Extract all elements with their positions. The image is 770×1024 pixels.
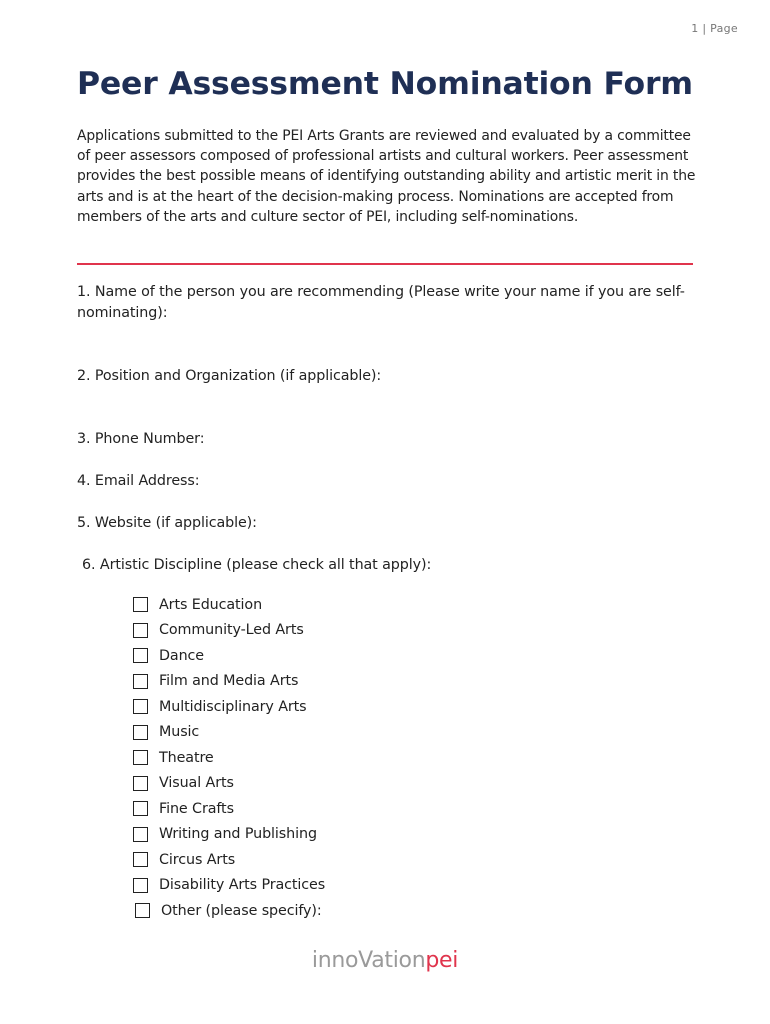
discipline-item-community-led-arts[interactable]	[133, 618, 325, 644]
discipline-item-music[interactable]	[133, 720, 325, 746]
discipline-item-circus-arts[interactable]	[133, 847, 325, 873]
checkbox-community-led-arts[interactable]	[133, 623, 148, 638]
question-phone-number: 3. Phone Number:	[77, 431, 205, 447]
page-title: Peer Assessment Nomination Form	[77, 66, 693, 102]
question-nominee-name: 1. Name of the person you are recommending (Please write your name if you are self-nominating):	[77, 284, 685, 321]
discipline-item-writing-publishing[interactable]	[133, 822, 325, 848]
checkbox-music[interactable]	[133, 725, 148, 740]
discipline-label: Film and Media Arts	[159, 673, 299, 690]
discipline-label: Visual Arts	[159, 775, 234, 792]
discipline-label: Writing and Publishing	[159, 826, 317, 843]
checkbox-disability-arts-practices[interactable]	[133, 878, 148, 893]
checkbox-visual-arts[interactable]	[133, 776, 148, 791]
discipline-label: Theatre	[159, 749, 214, 766]
discipline-item-theatre[interactable]	[133, 745, 325, 771]
discipline-item-film-media-arts[interactable]	[133, 669, 325, 695]
discipline-label: Dance	[159, 647, 204, 664]
discipline-label: Arts Education	[159, 596, 263, 613]
section-divider	[77, 263, 693, 265]
discipline-item-multidisciplinary-arts[interactable]	[133, 694, 325, 720]
discipline-item-disability-arts-practices[interactable]	[133, 873, 325, 899]
innovation-pei-logo	[0, 948, 770, 973]
checkbox-dance[interactable]	[133, 648, 148, 663]
logo-text-innovation: innoVation	[311, 948, 426, 973]
logo-text-pei: pei	[425, 948, 459, 973]
checkbox-multidisciplinary-arts[interactable]	[133, 699, 148, 714]
question-email-address: 4. Email Address:	[77, 473, 200, 489]
discipline-checklist	[133, 592, 325, 924]
discipline-label: Disability Arts Practices	[159, 877, 326, 894]
discipline-label: Circus Arts	[159, 851, 236, 868]
checkbox-writing-publishing[interactable]	[133, 827, 148, 842]
discipline-label: Other (please specify):	[161, 902, 322, 919]
discipline-label: Music	[159, 724, 200, 741]
discipline-label: Multidisciplinary Arts	[159, 698, 307, 715]
discipline-item-fine-crafts[interactable]	[133, 796, 325, 822]
discipline-item-dance[interactable]	[133, 643, 325, 669]
checkbox-film-media-arts[interactable]	[133, 674, 148, 689]
checkbox-other[interactable]	[135, 903, 150, 918]
checkbox-arts-education[interactable]	[133, 597, 148, 612]
question-website: 5. Website (if applicable):	[77, 515, 257, 531]
discipline-item-other[interactable]	[133, 898, 325, 924]
checkbox-fine-crafts[interactable]	[133, 801, 148, 816]
discipline-item-visual-arts[interactable]	[133, 771, 325, 797]
checkbox-circus-arts[interactable]	[133, 852, 148, 867]
discipline-label: Community-Led Arts	[159, 622, 304, 639]
question-artistic-discipline: 6. Artistic Discipline (please check all that apply):	[82, 557, 432, 573]
discipline-label: Fine Crafts	[159, 800, 234, 817]
page-number: 1 | Page	[691, 22, 738, 35]
intro-paragraph: Applications submitted to the PEI Arts Grants are reviewed and evaluated by a committee of peer assessors composed of professional artists and cultural workers. Peer assessment provides the best possible means of identifying outstanding ability and artistic merit in the arts and is at the heart of the decision-making process. Nominations are accepted from members of the arts and culture sector of PEI, including self-nominations.	[77, 128, 696, 225]
checkbox-theatre[interactable]	[133, 750, 148, 765]
question-position-organization: 2. Position and Organization (if applicable):	[77, 368, 382, 384]
discipline-item-arts-education[interactable]	[133, 592, 325, 618]
